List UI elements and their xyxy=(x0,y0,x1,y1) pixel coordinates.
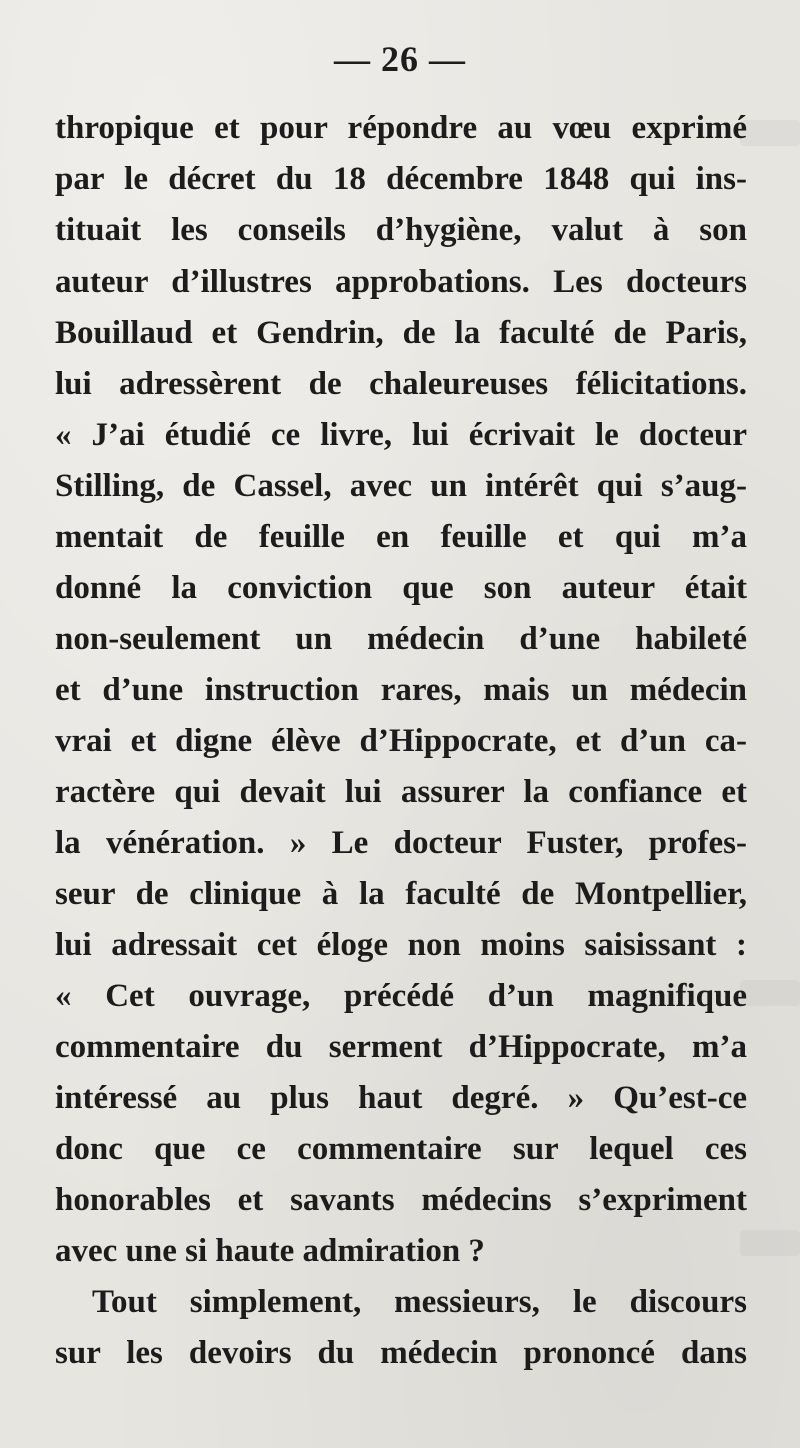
text-line-9: mentait de feuille en feuille et qui m’a xyxy=(55,519,747,555)
text-line-5: Bouillaud et Gendrin, de la faculté de Paris, xyxy=(55,315,747,351)
text-line-10: donné la conviction que son auteur était xyxy=(55,570,747,606)
bleed-through-mark xyxy=(740,120,800,146)
text-line-24: Tout simplement, messieurs, le discours xyxy=(92,1284,747,1320)
text-line-18: « Cet ouvrage, précédé d’un magnifique xyxy=(55,978,747,1014)
bleed-through-mark xyxy=(740,1230,800,1256)
text-line-2: par le décret du 18 décembre 1848 qui ins- xyxy=(55,161,747,197)
text-line-23: avec une si haute admiration ? xyxy=(55,1233,485,1269)
text-line-17: lui adressait cet éloge non moins saisissant : xyxy=(55,927,747,963)
page-number: — 26 — xyxy=(334,39,466,79)
text-line-1: thropique et pour répondre au vœu exprimé xyxy=(55,110,747,146)
text-line-8: Stilling, de Cassel, avec un intérêt qui s’aug- xyxy=(55,468,747,504)
text-line-20: intéressé au plus haut degré. » Qu’est-ce xyxy=(55,1080,747,1116)
text-line-12: et d’une instruction rares, mais un médecin xyxy=(55,672,747,708)
text-line-25: sur les devoirs du médecin prononcé dans xyxy=(55,1335,747,1371)
text-line-3: tituait les conseils d’hygiène, valut à son xyxy=(55,212,747,248)
text-line-22: honorables et savants médecins s’expriment xyxy=(55,1182,747,1218)
text-line-11: non-seulement un médecin d’une habileté xyxy=(55,621,747,657)
text-line-7: « J’ai étudié ce livre, lui écrivait le docteur xyxy=(55,417,747,453)
text-line-15: la vénération. » Le docteur Fuster, profes- xyxy=(55,825,747,861)
text-line-13: vrai et digne élève d’Hippocrate, et d’un ca- xyxy=(55,723,747,759)
text-line-6: lui adressèrent de chaleureuses félicitations. xyxy=(55,366,747,402)
text-line-4: auteur d’illustres approbations. Les docteurs xyxy=(55,264,747,300)
text-line-21: donc que ce commentaire sur lequel ces xyxy=(55,1131,747,1167)
text-line-16: seur de clinique à la faculté de Montpellier, xyxy=(55,876,747,912)
bleed-through-mark xyxy=(740,980,800,1006)
text-line-19: commentaire du serment d’Hippocrate, m’a xyxy=(55,1029,747,1065)
text-line-14: ractère qui devait lui assurer la confiance et xyxy=(55,774,747,810)
